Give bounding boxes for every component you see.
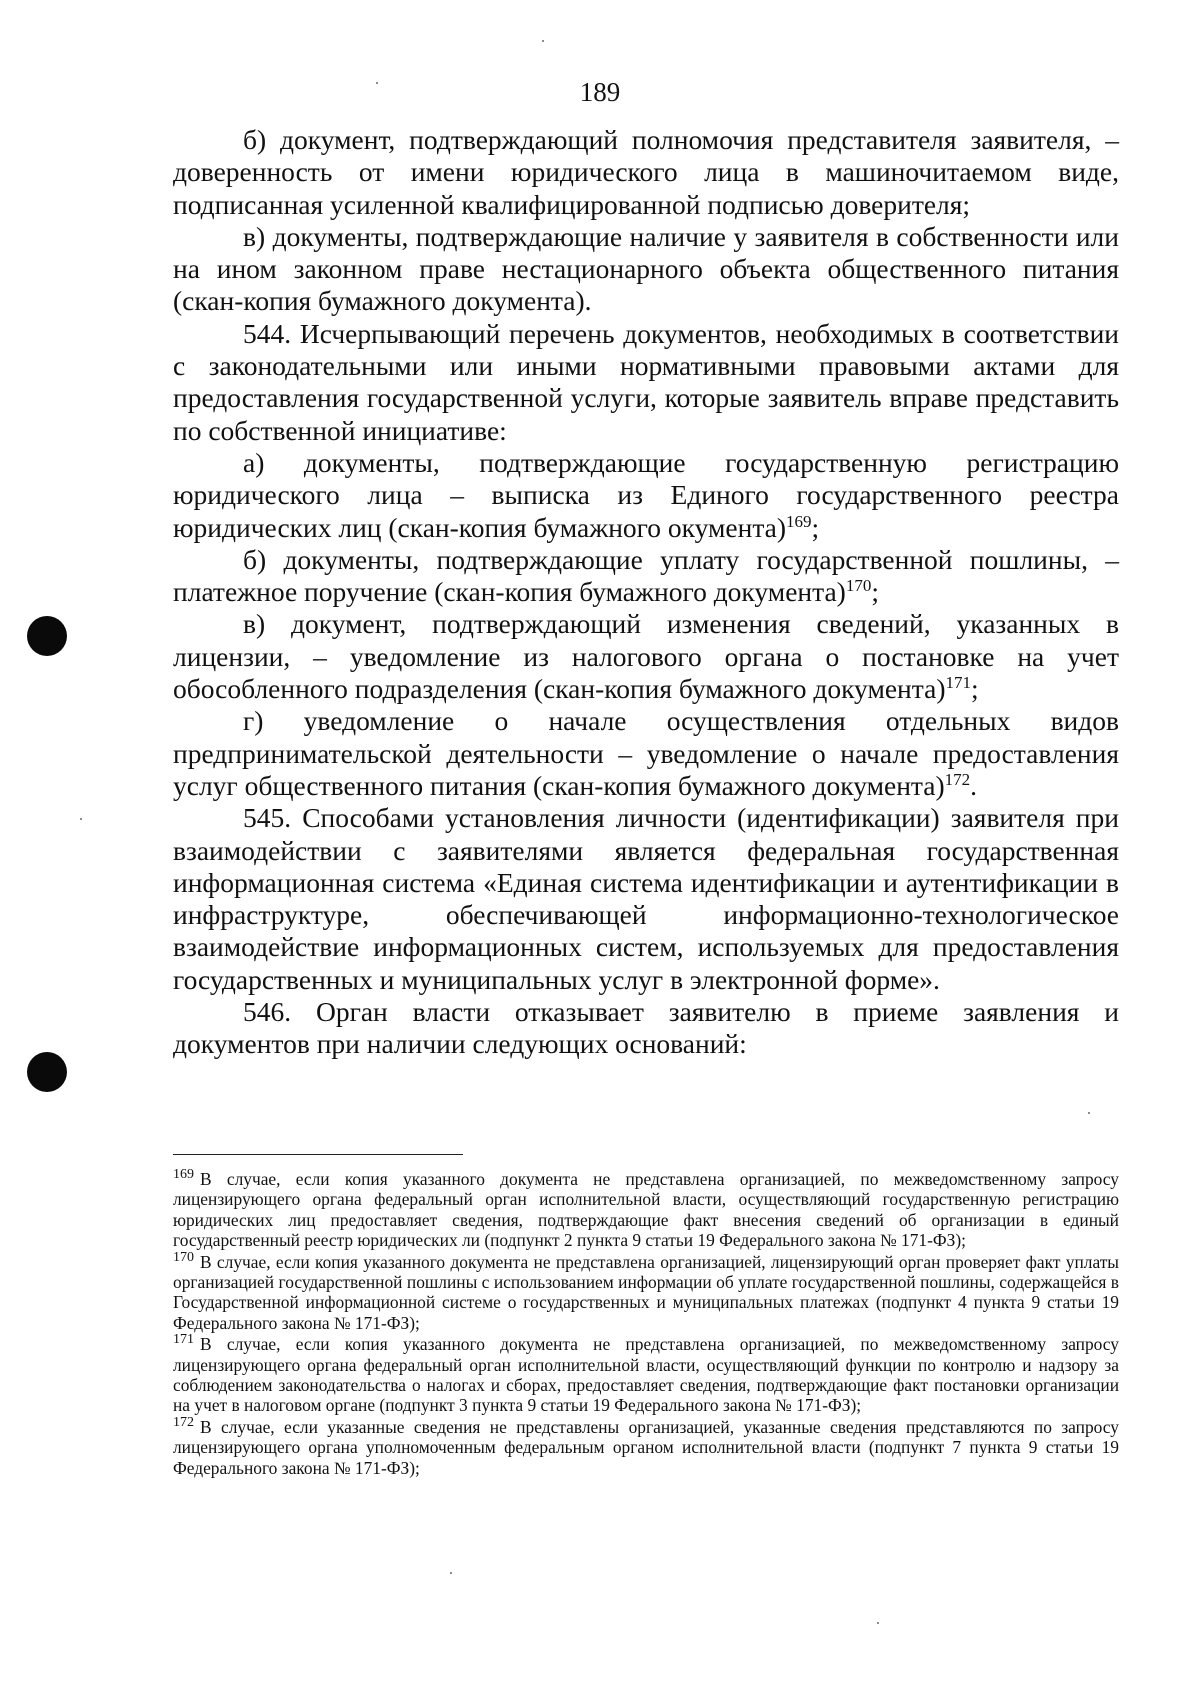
paragraph-tail: . bbox=[970, 769, 978, 801]
footnote-169 bbox=[173, 1169, 1119, 1251]
paragraph-546 bbox=[173, 996, 1119, 1061]
footnote-ref[interactable]: 172 bbox=[944, 769, 971, 789]
footnote-170 bbox=[173, 1249, 1119, 1334]
paragraph-b-state-fee bbox=[173, 544, 1119, 609]
footnote-ref[interactable]: 170 bbox=[845, 576, 872, 595]
scan-speck bbox=[877, 1622, 879, 1624]
paragraph-544 bbox=[173, 318, 1119, 447]
main-text bbox=[173, 124, 1119, 1061]
scan-speck bbox=[1088, 1112, 1090, 1114]
footnotes bbox=[173, 1169, 1119, 1479]
paragraph-g-notification bbox=[173, 705, 1119, 802]
footnote-divider bbox=[173, 1154, 463, 1155]
paragraph-text: б) документ, подтверждающий полномочия представителя заявителя, – доверенность от имени юридического лица в машиночитаемом виде, подписанная усиленной квалифицированной подписью доверителя; bbox=[173, 124, 1119, 220]
paragraph-545 bbox=[173, 802, 1119, 996]
scan-speck bbox=[450, 1572, 452, 1574]
footnote-ref[interactable]: 169 bbox=[786, 511, 812, 531]
paragraph-text: а) документы, подтверждающие государственную регистрацию юридического лица – выписка из Единого государственного реестра юридических лиц (скан-копия бумажного окумента) bbox=[173, 446, 1119, 543]
paragraph-v-ownership-docs bbox=[173, 221, 1119, 318]
paragraph-text: б) документы, подтверждающие уплату государственной пошлины, – платежное поручение (скан-копия бумажного документа) bbox=[173, 543, 1119, 608]
footnote-text: В случае, если копия указанного документа не представлена организацией, лицензирующий орган проверяет факт уплаты организацией государственной пошлины с использованием информации об уплате государственной пошлины, содержащейся в Государственной информационной системе о государственных и муниципальных платежах (подпункт 4 пункта 9 статьи 19 Федерального закона № 171-ФЗ); bbox=[173, 1251, 1119, 1333]
paragraph-text: в) документ, подтверждающий изменения сведений, указанных в лицензии, – уведомление из налогового органа о постановке на учет обособленного подразделения (скан-копия бумажного документа) bbox=[173, 608, 1119, 705]
punch-hole-lower bbox=[27, 1052, 67, 1092]
footnote-number: 169 bbox=[173, 1167, 194, 1183]
paragraph-text: в) документы, подтверждающие наличие у заявителя в собственности или на ином законном праве нестационарного объекта общественного питания (скан-копия бумажного документа). bbox=[173, 220, 1119, 317]
footnote-text: В случае, если копия указанного документа не представлена организацией, по межведомственному запросу лицензирующего органа федеральный орган исполнительной власти, осуществляющий государственную регистрацию юридических лиц предоставляет сведения, подтверждающие факт внесения сведений об организации в единый государственный реестр юридических ли (подпункт 2 пункта 9 статьи 19 Федерального закона № 171-ФЗ); bbox=[173, 1169, 1119, 1251]
footnote-number: 171 bbox=[173, 1332, 194, 1348]
paragraph-tail: ; bbox=[970, 673, 979, 705]
paragraph-text: 546. Орган власти отказывает заявителю в приеме заявления и документов при наличии следующих оснований: bbox=[173, 996, 1119, 1060]
paragraph-v-license-changes bbox=[173, 608, 1119, 705]
scan-speck bbox=[80, 818, 82, 820]
footnote-ref[interactable]: 171 bbox=[945, 672, 971, 692]
paragraph-text: 544. Исчерпывающий перечень документов, необходимых в соответствии с законодательными или иными нормативными правовыми актами для предоставления государственной услуги, которые заявитель вправе представить по собственной инициативе: bbox=[173, 317, 1119, 446]
paragraph-a-registration bbox=[173, 447, 1119, 544]
footnote-172 bbox=[173, 1417, 1119, 1478]
footnote-text: В случае, если указанные сведения не представлены организацией, указанные сведения представляются по запросу лицензирующего органа уполномоченным федеральным органом исполнительной власти (подпункт 7 пункта 9 статьи 19 Федерального закона № 171-ФЗ); bbox=[173, 1416, 1119, 1478]
footnote-number: 170 bbox=[173, 1249, 194, 1265]
scan-speck bbox=[542, 40, 544, 42]
paragraph-b-power-of-attorney bbox=[173, 124, 1119, 221]
scan-speck bbox=[376, 82, 378, 84]
paragraph-text: 545. Способами установления личности (идентификации) заявителя при взаимодействии с заявителями является федеральная государственная информационная система «Единая система идентификации и аутентификации в инфраструктуре, обеспечивающей информационно-технологическое взаимодействие информационных систем, используемых для предоставления государственных и муниципальных услуг в электронной форме». bbox=[173, 802, 1119, 995]
footnote-text: В случае, если копия указанного документа не представлена организацией, по межведомственному запросу лицензирующего органа федеральный орган исполнительной власти, осуществляющий функции по контролю и надзору за соблюдением законодательства о налогах и сборах, предоставляет сведения, подтверждающие факт постановки организации на учет в налоговом органе (подпункт 3 пункта 9 статьи 19 Федерального закона № 171-ФЗ); bbox=[173, 1334, 1119, 1416]
punch-hole-upper bbox=[27, 616, 67, 656]
paragraph-tail: ; bbox=[811, 511, 820, 543]
footnote-number: 172 bbox=[173, 1415, 194, 1431]
paragraph-tail: ; bbox=[871, 576, 879, 608]
page-number: 189 bbox=[579, 77, 621, 107]
footnote-171 bbox=[173, 1334, 1119, 1416]
paragraph-text: г) уведомление о начале осуществления отдельных видов предпринимательской деятельности – уведомление о начале предоставления услуг общественного питания (скан-копия бумажного документа) bbox=[173, 705, 1119, 801]
